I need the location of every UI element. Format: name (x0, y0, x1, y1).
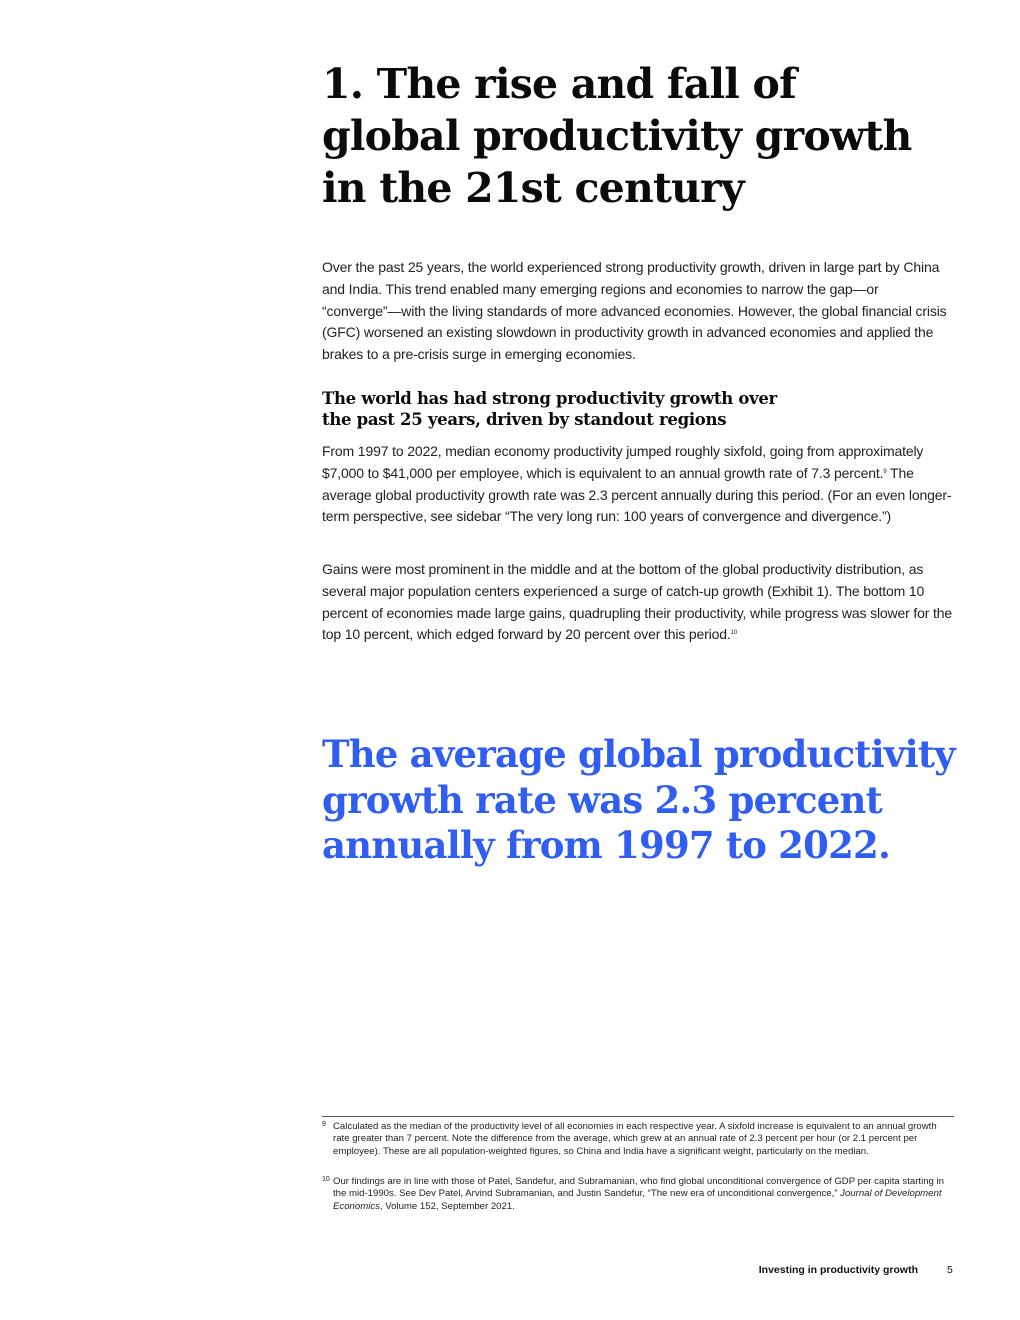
footnote (322, 1121, 954, 1158)
pull-quote-line: The average global productivity (322, 732, 955, 776)
subheading-line: the past 25 years, driven by standout regions (322, 410, 727, 429)
footer-report-title: Investing in productivity growth (758, 1264, 918, 1276)
body-text: From 1997 to 2022, median economy productivity jumped roughly sixfold, going from approximately $7,000 to $41,000 per employee, which is equivalent to an annual growth rate of 7.3 percent. (322, 443, 924, 481)
pull-quote-line: annually from 1997 to 2022. (322, 823, 891, 867)
footnote-number: 10 (322, 1176, 330, 1183)
body-text: The average global productivity growth rate was 2.3 percent annually during this period. (For an even longer-term perspective, see sidebar “The very long run: 100 years of convergence and divergence.”) (322, 464, 952, 525)
pull-quote (322, 732, 956, 869)
footnote-number: 9 (322, 1121, 326, 1128)
page-number: 5 (947, 1264, 953, 1276)
subheading-line: The world has had strong productivity growth over (322, 389, 777, 408)
body-text: Gains were most prominent in the middle and at the bottom of the global productivity distribution, as several major population centers experienced a surge of catch-up growth (Exhibit 1). The bottom 10 percent of economies made large gains, quadrupling their productivity, while progress was slower for the top 10 percent, which edged forward by 20 percent over this period. (322, 561, 953, 643)
footnote-text-part: Our findings are in line with those of Patel, Sandefur, and Subramanian, who find global unconditional convergence of GDP per capita starting in the mid-1990s. See Dev Patel, Arvind Subramanian, and Justin Sandefur, “The new era of unconditional convergence,” (333, 1176, 945, 1200)
footnote (322, 1176, 954, 1213)
chapter-title-line: in the 21st century (322, 164, 744, 212)
footnote-text: Calculated as the median of the productivity level of all economies in each respective year. A sixfold increase is equivalent to an annual growth rate greater than 7 percent. Note the difference from the average, which grew at an annual rate of 2.3 percent per hour (or 2.1 percent per employee). These are all population-weighted figures, so China and India have a significant weight, particularly on the median. (333, 1121, 937, 1157)
chapter-title-line: global productivity growth (322, 112, 912, 160)
chapter-title-line: 1. The rise and fall of (322, 60, 796, 108)
chapter-title (322, 58, 956, 214)
section-subheading (322, 388, 956, 430)
footnote-divider (322, 1116, 954, 1117)
footnote-text-part: , Volume 152, September 2021. (379, 1200, 515, 1212)
body-paragraph (322, 559, 956, 646)
body-paragraph (322, 441, 956, 528)
intro-paragraph: Over the past 25 years, the world experienced strong productivity growth, driven in large part by China and India. This trend enabled many emerging regions and economies to narrow the gap—or “converge”—with the living standards of more advanced economies. However, the global financial crisis (GFC) worsened an existing slowdown in productivity growth in advanced economies and applied the brakes to a pre-crisis surge in emerging economies. (322, 259, 947, 363)
pull-quote-line: growth rate was 2.3 percent (322, 777, 882, 822)
footnote-reference[interactable]: 10 (730, 630, 738, 637)
footnote-reference[interactable]: 9 (883, 468, 887, 475)
journal-name: Journal of Development Economics (333, 1188, 942, 1212)
footnote-text (333, 1176, 954, 1213)
